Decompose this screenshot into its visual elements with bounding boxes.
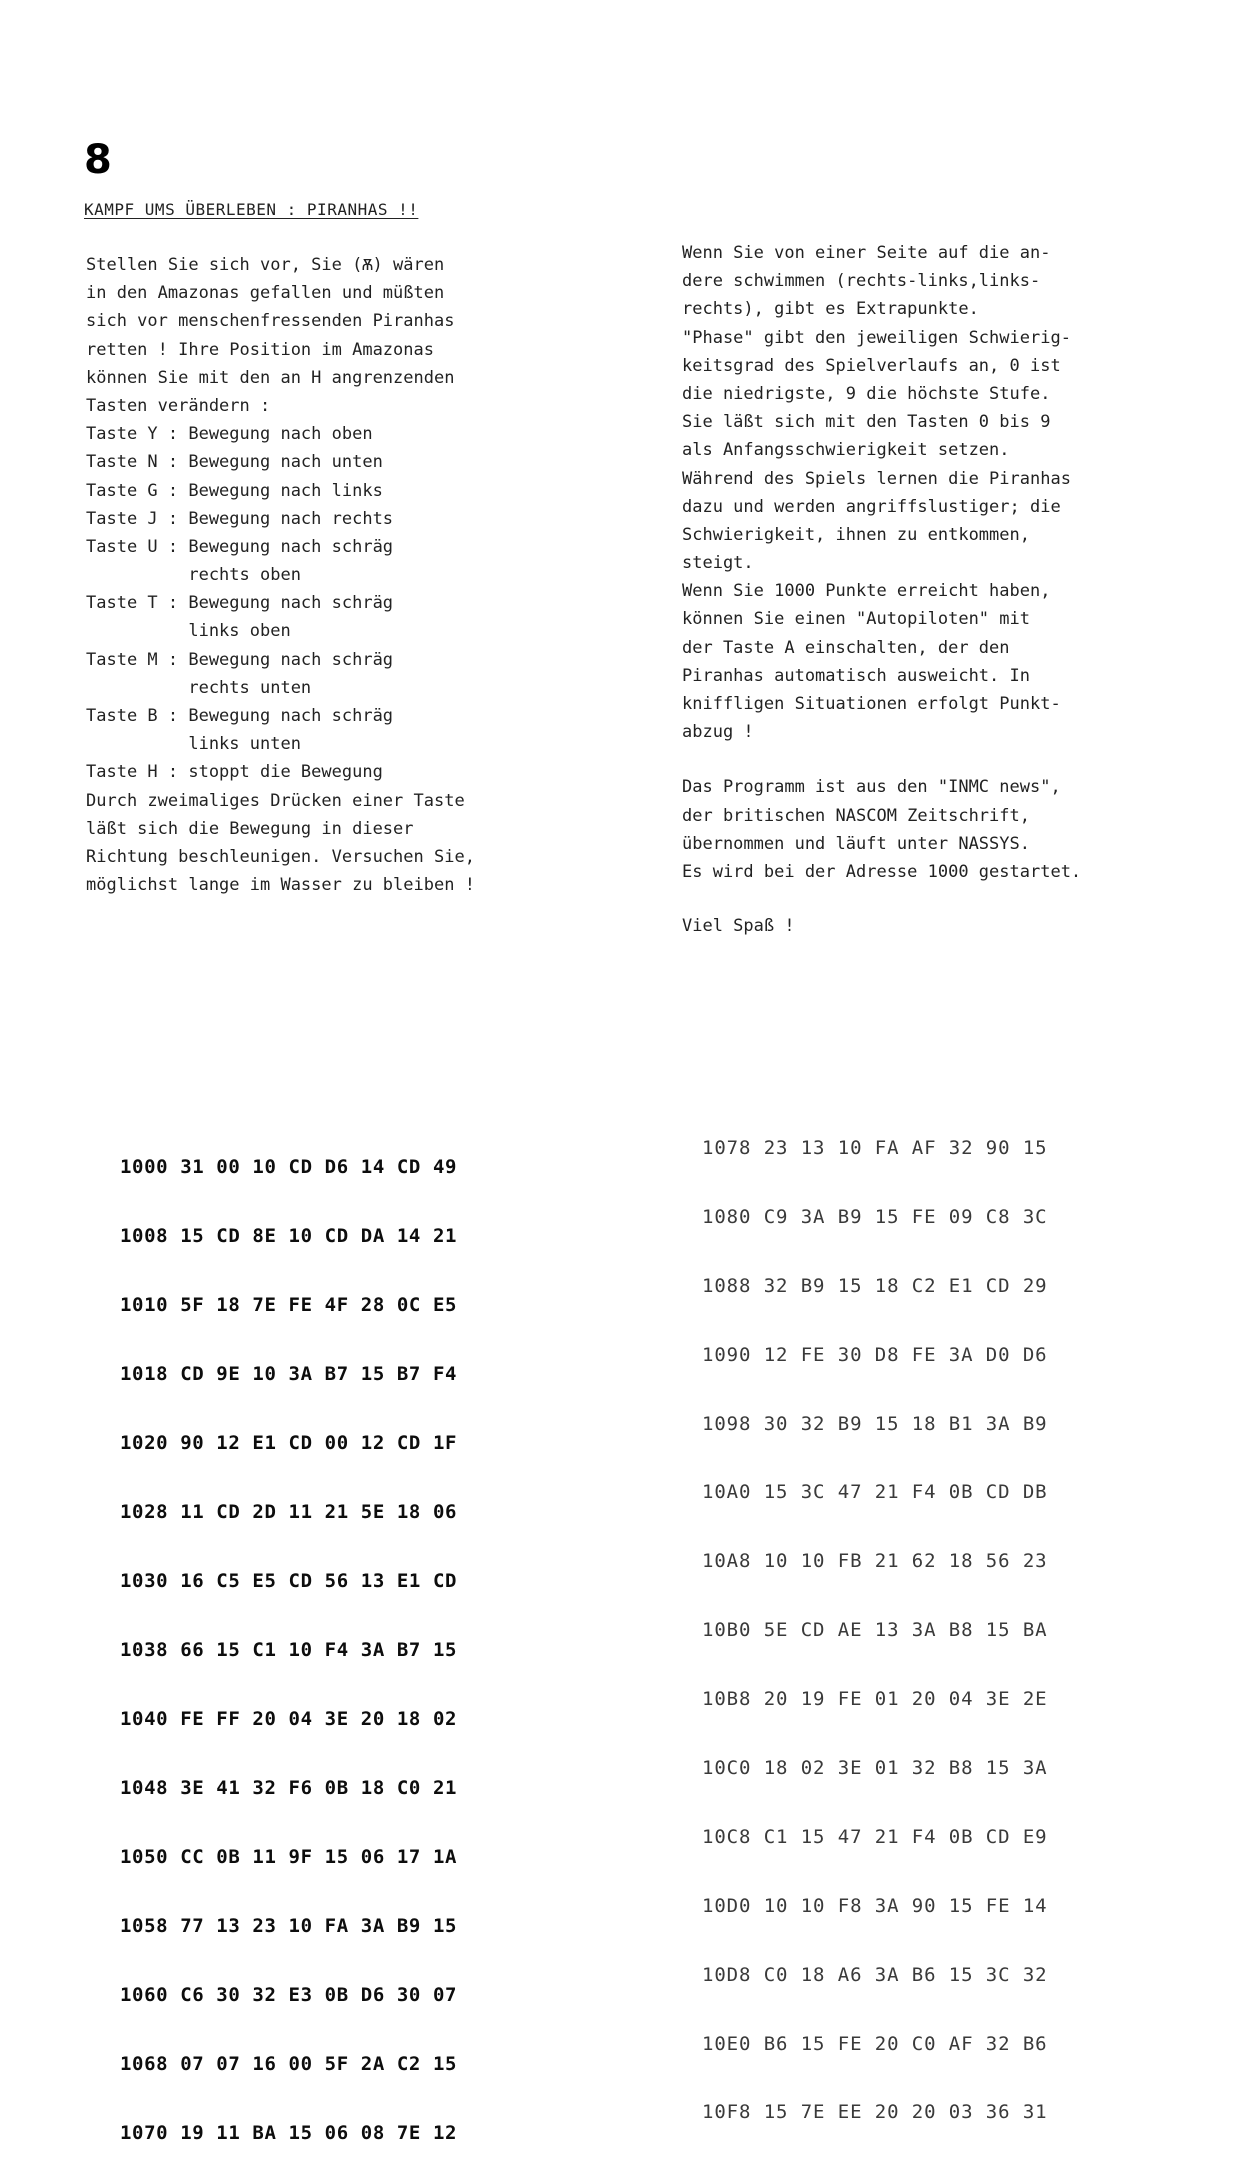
- hex-dump-left: [120, 1111, 457, 2168]
- hex-row: 1040 FE FF 20 04 3E 20 18 02: [120, 1708, 458, 1730]
- text-line: Das Programm ist aus den "INMC news",: [682, 777, 1061, 798]
- hex-row: 1050 CC 0B 11 9F 15 06 17 1A: [120, 1846, 458, 1868]
- text-line: der Taste A einschalten, der den: [682, 637, 1010, 658]
- hex-row: 1018 CD 9E 10 3A B7 15 B7 F4: [120, 1363, 458, 1385]
- hex-row: 1010 5F 18 7E FE 4F 28 0C E5: [120, 1294, 458, 1316]
- key-mapping-line: Taste N : Bewegung nach unten: [86, 452, 383, 473]
- article-title: KAMPF UMS ÜBERLEBEN : PIRANHAS !!: [84, 200, 419, 219]
- text-line: können Sie einen "Autopiloten" mit: [682, 609, 1030, 630]
- text-line: in den Amazonas gefallen und müßten: [86, 283, 445, 304]
- text-line: Es wird bei der Adresse 1000 gestartet.: [682, 861, 1082, 882]
- hex-row: 10F8 15 7E EE 20 20 03 36 31: [702, 2101, 1048, 2124]
- hex-row: 10C8 C1 15 47 21 F4 0B CD E9: [702, 1825, 1048, 1848]
- key-mapping-line: rechts oben: [86, 565, 301, 586]
- text-line: die niedrigste, 9 die höchste Stufe.: [682, 383, 1051, 404]
- text-line: Piranhas automatisch ausweicht. In: [682, 665, 1030, 686]
- key-mapping-line: Taste B : Bewegung nach schräg: [86, 706, 394, 726]
- hex-row: 1070 19 11 BA 15 06 08 7E 12: [120, 2122, 458, 2144]
- hex-row: 10E0 B6 15 FE 20 C0 AF 32 B6: [702, 2032, 1048, 2055]
- text-line: abzug !: [682, 722, 754, 743]
- hex-row: 1028 11 CD 2D 11 21 5E 18 06: [120, 1501, 458, 1523]
- text-line: dazu und werden angriffslustiger; die: [682, 496, 1061, 517]
- text-line: als Anfangsschwierigkeit setzen.: [682, 440, 1010, 461]
- text-line: steigt.: [682, 553, 754, 574]
- text-line: rechts), gibt es Extrapunkte.: [682, 299, 979, 320]
- key-mapping-line: Taste M : Bewegung nach schräg: [86, 649, 394, 670]
- text-line: Während des Spiels lernen die Piranhas: [682, 468, 1071, 489]
- hex-row: 10B0 5E CD AE 13 3A B8 15 BA: [702, 1619, 1048, 1642]
- text-line: "Phase" gibt den jeweiligen Schwierig-: [682, 327, 1071, 348]
- text-line: Richtung beschleunigen. Versuchen Sie,: [86, 846, 475, 867]
- hex-row: 1000 31 00 10 CD D6 14 CD 49: [120, 1156, 458, 1178]
- text-line: Sie läßt sich mit den Tasten 0 bis 9: [682, 412, 1051, 433]
- hex-row: 1078 23 13 10 FA AF 32 90 15: [702, 1137, 1048, 1159]
- closing-line: Viel Spaß !: [682, 916, 795, 937]
- text-line: sich vor menschenfressenden Piranhas: [86, 311, 455, 332]
- hex-row: 1080 C9 3A B9 15 FE 09 C8 3C: [702, 1205, 1048, 1228]
- text-line: Tasten verändern :: [86, 395, 271, 416]
- text-line: übernommen und läuft unter NASSYS.: [682, 833, 1030, 854]
- text-line: Wenn Sie von einer Seite auf die an-: [682, 243, 1051, 263]
- hex-row: 10B8 20 19 FE 01 20 04 3E 2E: [702, 1688, 1048, 1711]
- hex-row: 10D8 C0 18 A6 3A B6 15 3C 32: [702, 1963, 1048, 1986]
- text-line: der britischen NASCOM Zeitschrift,: [682, 805, 1030, 826]
- key-mapping-line: Taste T : Bewegung nach schräg: [86, 593, 394, 614]
- hex-row: 1090 12 FE 30 D8 FE 3A D0 D6: [702, 1343, 1048, 1366]
- page-number: 8: [84, 137, 112, 183]
- hex-row: 10D0 10 10 F8 3A 90 15 FE 14: [702, 1894, 1048, 1917]
- hex-row: 1098 30 32 B9 15 18 B1 3A B9: [702, 1412, 1048, 1435]
- text-line: dere schwimmen (rechts-links,links-: [682, 271, 1041, 292]
- key-mapping-line: rechts unten: [86, 677, 312, 698]
- key-mapping-line: Taste J : Bewegung nach rechts: [86, 508, 394, 529]
- hex-row: 1058 77 13 23 10 FA 3A B9 15: [120, 1915, 458, 1937]
- key-mapping-line: Taste Y : Bewegung nach oben: [86, 424, 373, 445]
- hex-row: 1068 07 07 16 00 5F 2A C2 15: [120, 2053, 458, 2075]
- paragraph-spacer: [682, 886, 1152, 912]
- key-mapping-line: Taste G : Bewegung nach links: [86, 480, 383, 501]
- hex-dump-right: [702, 1092, 1048, 2147]
- hex-row: 10A0 15 3C 47 21 F4 0B CD DB: [702, 1481, 1048, 1504]
- text-line: Stellen Sie sich vor, Sie (Ѫ) wären: [86, 255, 445, 275]
- hex-row: 1060 C6 30 32 E3 0B D6 30 07: [120, 1984, 458, 2006]
- text-line: möglichst lange im Wasser zu bleiben !: [86, 875, 475, 896]
- hex-row: 1048 3E 41 32 F6 0B 18 C0 21: [120, 1777, 458, 1799]
- text-line: Wenn Sie 1000 Punkte erreicht haben,: [682, 581, 1051, 602]
- text-line: kniffligen Situationen erfolgt Punkt-: [682, 694, 1061, 714]
- instructions-column: [86, 251, 606, 899]
- text-line: Schwierigkeit, ihnen zu entkommen,: [682, 524, 1030, 545]
- hex-row: 1020 90 12 E1 CD 00 12 CD 1F: [120, 1432, 458, 1454]
- key-mapping-line: Taste H : stoppt die Bewegung: [86, 762, 383, 783]
- hex-row: 1088 32 B9 15 18 C2 E1 CD 29: [702, 1274, 1048, 1297]
- hex-row: 1008 15 CD 8E 10 CD DA 14 21: [120, 1225, 458, 1247]
- text-line: Durch zweimaliges Drücken einer Taste: [86, 790, 465, 811]
- hex-row: 1038 66 15 C1 10 F4 3A B7 15: [120, 1639, 458, 1661]
- text-line: läßt sich die Bewegung in dieser: [86, 818, 414, 839]
- hex-row: 1030 16 C5 E5 CD 56 13 E1 CD: [120, 1570, 458, 1592]
- key-mapping-line: links oben: [86, 621, 291, 642]
- key-mapping-line: Taste U : Bewegung nach schräg: [86, 536, 394, 557]
- hex-row: 10C0 18 02 3E 01 32 B8 15 3A: [702, 1757, 1048, 1780]
- key-mapping-line: links unten: [86, 734, 301, 755]
- hex-row: 10A8 10 10 FB 21 62 18 56 23: [702, 1550, 1048, 1573]
- description-column: [682, 239, 1152, 940]
- text-line: keitsgrad des Spielverlaufs an, 0 ist: [682, 355, 1061, 376]
- text-line: können Sie mit den an H angrenzenden: [86, 367, 455, 388]
- paragraph-spacer: [682, 746, 1152, 773]
- text-line: retten ! Ihre Position im Amazonas: [86, 339, 434, 360]
